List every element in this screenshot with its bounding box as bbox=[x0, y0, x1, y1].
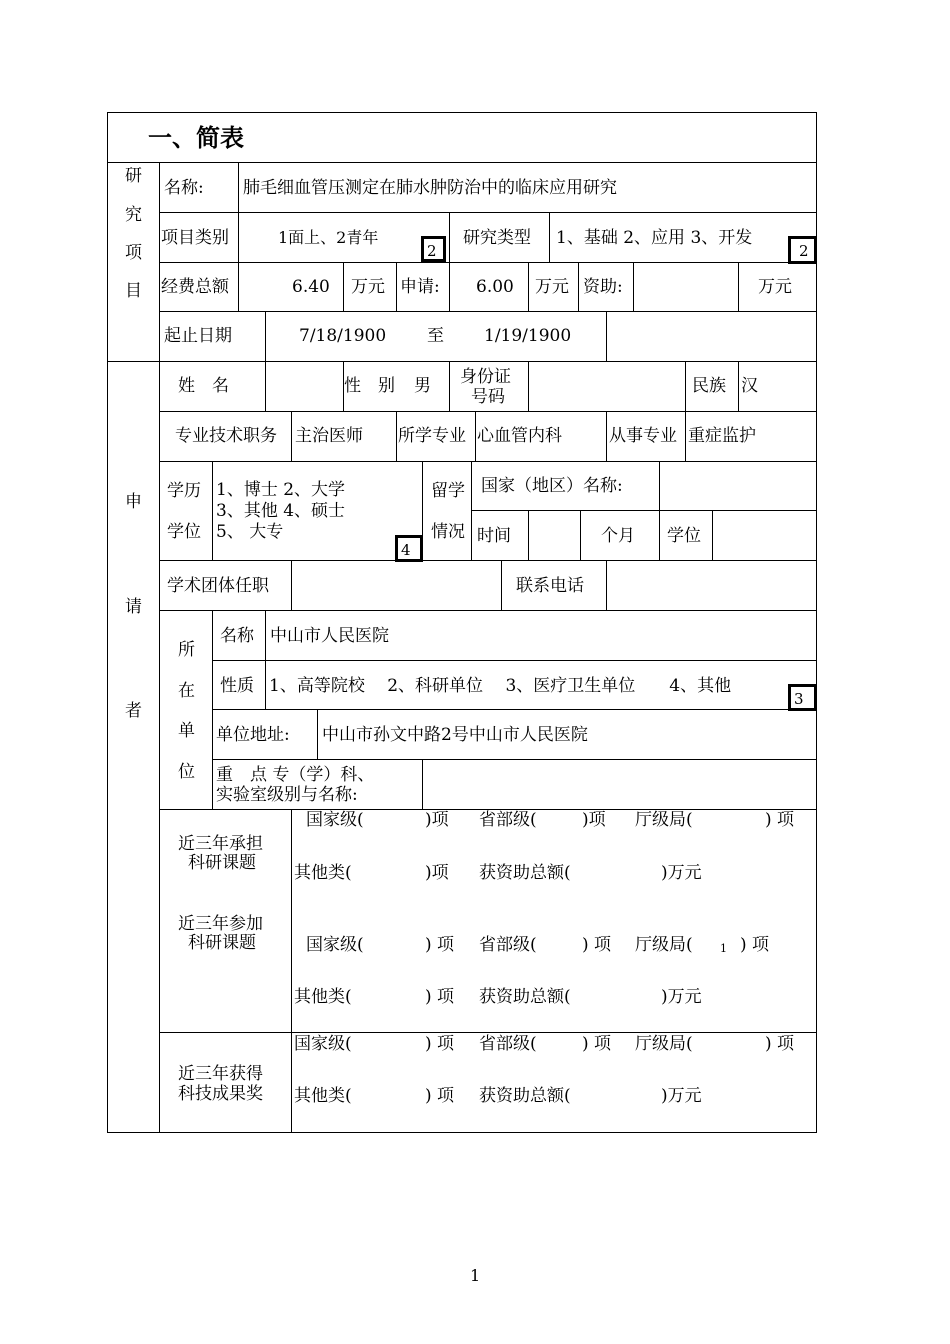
divider bbox=[475, 411, 476, 461]
title-label: 专业技术职务 bbox=[175, 426, 277, 446]
divider bbox=[159, 610, 817, 611]
divider bbox=[528, 510, 529, 560]
divider bbox=[159, 162, 160, 1133]
divider bbox=[578, 262, 579, 311]
divider bbox=[659, 510, 660, 560]
date-start: 7/18/1900 bbox=[299, 326, 387, 346]
edu-options: 5、 大专 bbox=[216, 522, 284, 542]
abroad-label-2: 情况 bbox=[431, 522, 465, 542]
category-options: 1面上、2青年 bbox=[278, 228, 379, 247]
divider bbox=[606, 411, 607, 461]
date-to: 至 bbox=[427, 326, 444, 346]
item-close: ) 项 bbox=[765, 1034, 795, 1054]
divider bbox=[238, 212, 239, 262]
major-label: 所学专业 bbox=[398, 426, 466, 446]
other-label: 其他类( bbox=[294, 863, 352, 883]
bureau-label: 厅级局( bbox=[635, 935, 693, 955]
bureau-count: 1 bbox=[720, 942, 727, 955]
research-type-options: 1、基础 2、应用 3、开发 bbox=[556, 228, 753, 248]
applicant-side-char: 申 bbox=[125, 492, 142, 512]
wan-close: )万元 bbox=[661, 987, 702, 1007]
divider bbox=[107, 361, 817, 362]
divider bbox=[738, 262, 739, 311]
divider bbox=[528, 262, 529, 311]
divider bbox=[606, 560, 607, 610]
wan-close: )万元 bbox=[661, 863, 702, 883]
unit-name-label: 名称 bbox=[220, 626, 254, 646]
academic-label: 学术团体任职 bbox=[167, 576, 269, 596]
participate-label-2: 科研课题 bbox=[188, 933, 256, 953]
divider bbox=[159, 560, 817, 561]
divider bbox=[238, 262, 239, 311]
applicant-side-char: 者 bbox=[125, 701, 142, 721]
address-value: 中山市孙文中路2号中山市人民医院 bbox=[322, 725, 588, 745]
gender-value: 男 bbox=[414, 376, 431, 396]
key-discipline-label: 重 点 专（学）科、 bbox=[216, 765, 375, 785]
divider bbox=[606, 311, 607, 361]
item-close: ) 项 bbox=[425, 987, 455, 1007]
awards-label-2: 科技成果奖 bbox=[178, 1084, 263, 1104]
divider bbox=[159, 212, 817, 213]
nature-options: 1、高等院校 2、科研单位 3、医疗卫生单位 4、其他 bbox=[269, 676, 732, 696]
address-label: 单位地址: bbox=[216, 725, 290, 745]
id-label-2: 号码 bbox=[471, 387, 505, 407]
unit-side-char: 位 bbox=[178, 762, 195, 782]
aid-label: 资助: bbox=[583, 277, 623, 297]
divider bbox=[159, 1032, 817, 1033]
page-number: 1 bbox=[470, 1266, 481, 1285]
degree-label: 学位 bbox=[167, 522, 201, 542]
item-close: ) 项 bbox=[582, 1034, 612, 1054]
divider bbox=[580, 510, 581, 560]
divider bbox=[159, 461, 817, 462]
ethnic-value: 汉 bbox=[741, 376, 758, 396]
title-value: 主治医师 bbox=[295, 426, 363, 446]
project-name-value: 肺毛细血管压测定在肺水肿防治中的临床应用研究 bbox=[243, 178, 617, 198]
divider bbox=[212, 660, 817, 661]
bureau-label: 厅级局( bbox=[635, 810, 693, 830]
category-box[interactable]: 2 bbox=[421, 236, 446, 262]
edu-options: 1、博士 2、大学 bbox=[216, 480, 346, 500]
months-label: 个月 bbox=[601, 526, 635, 546]
ethnic-label: 民族 bbox=[692, 376, 726, 396]
divider bbox=[212, 709, 817, 710]
edu-label: 学历 bbox=[167, 481, 201, 501]
abroad-label: 留学 bbox=[431, 481, 465, 501]
table-bottom-border bbox=[107, 1132, 817, 1133]
work-value: 重症监护 bbox=[688, 426, 756, 446]
abroad-degree-label: 学位 bbox=[667, 526, 701, 546]
major-value: 心血管内科 bbox=[477, 426, 562, 446]
other-label: 其他类( bbox=[294, 987, 352, 1007]
divider bbox=[212, 759, 817, 760]
unit-name-value: 中山市人民医院 bbox=[270, 626, 389, 646]
awards-label: 近三年获得 bbox=[178, 1064, 263, 1084]
edu-box[interactable]: 4 bbox=[395, 535, 423, 562]
other-label: 其他类( bbox=[294, 1086, 352, 1106]
divider bbox=[265, 311, 266, 361]
unit-side-char: 单 bbox=[178, 721, 195, 741]
undertake-label: 近三年承担 bbox=[178, 834, 263, 854]
item-close: )项 bbox=[582, 810, 606, 830]
applicant-side-char: 请 bbox=[125, 597, 142, 617]
national-label: 国家级( bbox=[294, 1034, 352, 1054]
divider bbox=[471, 510, 817, 511]
date-label: 起止日期 bbox=[164, 326, 232, 346]
divider bbox=[265, 610, 266, 709]
apply-value: 6.00 bbox=[476, 277, 514, 297]
apply-label: 申请: bbox=[400, 277, 440, 297]
total-funding-label: 获资助总额( bbox=[479, 863, 571, 883]
unit-side-char: 所 bbox=[178, 640, 195, 660]
category-label: 项目类别 bbox=[161, 228, 229, 248]
national-label: 国家级( bbox=[306, 810, 364, 830]
divider bbox=[528, 361, 529, 411]
item-close: ) 项 bbox=[765, 810, 795, 830]
divider bbox=[549, 212, 550, 262]
project-side-char: 究 bbox=[125, 205, 142, 225]
research-type-box[interactable]: 2 bbox=[788, 236, 817, 264]
project-name-label: 名称: bbox=[164, 178, 204, 198]
divider bbox=[343, 262, 344, 311]
divider bbox=[291, 809, 292, 1133]
national-label: 国家级( bbox=[306, 935, 364, 955]
divider bbox=[238, 162, 239, 212]
divider bbox=[685, 361, 686, 411]
divider bbox=[712, 510, 713, 560]
provincial-label: 省部级( bbox=[479, 810, 537, 830]
divider bbox=[396, 262, 397, 311]
applicant-name-label: 姓 名 bbox=[178, 376, 229, 396]
divider bbox=[633, 262, 634, 311]
table-left-border bbox=[107, 112, 108, 1133]
provincial-label: 省部级( bbox=[479, 935, 537, 955]
divider bbox=[659, 461, 660, 510]
divider bbox=[212, 461, 213, 560]
project-side-char: 目 bbox=[125, 281, 142, 301]
divider bbox=[471, 461, 472, 560]
participate-label: 近三年参加 bbox=[178, 914, 263, 934]
item-close: )项 bbox=[425, 863, 449, 883]
project-side-char: 项 bbox=[125, 243, 142, 263]
edu-options: 3、其他 4、硕士 bbox=[216, 501, 346, 521]
total-funding-label: 获资助总额( bbox=[479, 1086, 571, 1106]
divider bbox=[501, 560, 502, 610]
unit-side-char: 在 bbox=[178, 681, 195, 701]
item-close: ) 项 bbox=[425, 1034, 455, 1054]
item-close: )项 bbox=[425, 810, 449, 830]
table-top-border bbox=[107, 112, 817, 113]
key-discipline-label-2: 实验室级别与名称: bbox=[216, 785, 358, 805]
divider bbox=[317, 709, 318, 759]
time-label: 时间 bbox=[477, 526, 511, 546]
total-funding-label: 获资助总额( bbox=[479, 987, 571, 1007]
divider bbox=[212, 610, 213, 809]
item-close: ) 项 bbox=[425, 935, 455, 955]
divider bbox=[291, 411, 292, 461]
undertake-label-2: 科研课题 bbox=[188, 853, 256, 873]
nature-label: 性质 bbox=[220, 676, 254, 696]
divider bbox=[291, 560, 292, 610]
divider bbox=[449, 361, 450, 411]
aid-unit: 万元 bbox=[758, 277, 792, 297]
divider bbox=[738, 361, 739, 411]
table-right-border bbox=[816, 112, 817, 1133]
divider bbox=[265, 361, 266, 411]
bureau-label: 厅级局( bbox=[635, 1034, 693, 1054]
apply-unit: 万元 bbox=[535, 277, 569, 297]
divider bbox=[159, 262, 817, 263]
divider bbox=[422, 759, 423, 809]
item-close: ) 项 bbox=[582, 935, 612, 955]
funding-value: 6.40 bbox=[292, 277, 330, 297]
funding-unit: 万元 bbox=[351, 277, 385, 297]
divider bbox=[159, 311, 817, 312]
divider bbox=[685, 411, 686, 461]
gender-label: 性 别 bbox=[344, 376, 395, 396]
date-end: 1/19/1900 bbox=[484, 326, 572, 346]
funding-label: 经费总额 bbox=[161, 277, 229, 297]
item-close: ) 项 bbox=[425, 1086, 455, 1106]
nature-box[interactable]: 3 bbox=[788, 684, 817, 711]
provincial-label: 省部级( bbox=[479, 1034, 537, 1054]
phone-label: 联系电话 bbox=[516, 576, 584, 596]
id-label: 身份证 bbox=[460, 367, 511, 387]
divider bbox=[159, 411, 817, 412]
work-label: 从事专业 bbox=[609, 426, 677, 446]
wan-close: )万元 bbox=[661, 1086, 702, 1106]
research-type-label: 研究类型 bbox=[463, 228, 531, 248]
divider bbox=[107, 162, 817, 163]
divider bbox=[396, 411, 397, 461]
country-label: 国家（地区）名称: bbox=[481, 476, 623, 496]
section-title: 一、简表 bbox=[148, 123, 244, 152]
item-close: ) 项 bbox=[740, 935, 770, 955]
project-side-char: 研 bbox=[125, 166, 142, 186]
divider bbox=[449, 212, 450, 262]
divider bbox=[449, 262, 450, 311]
